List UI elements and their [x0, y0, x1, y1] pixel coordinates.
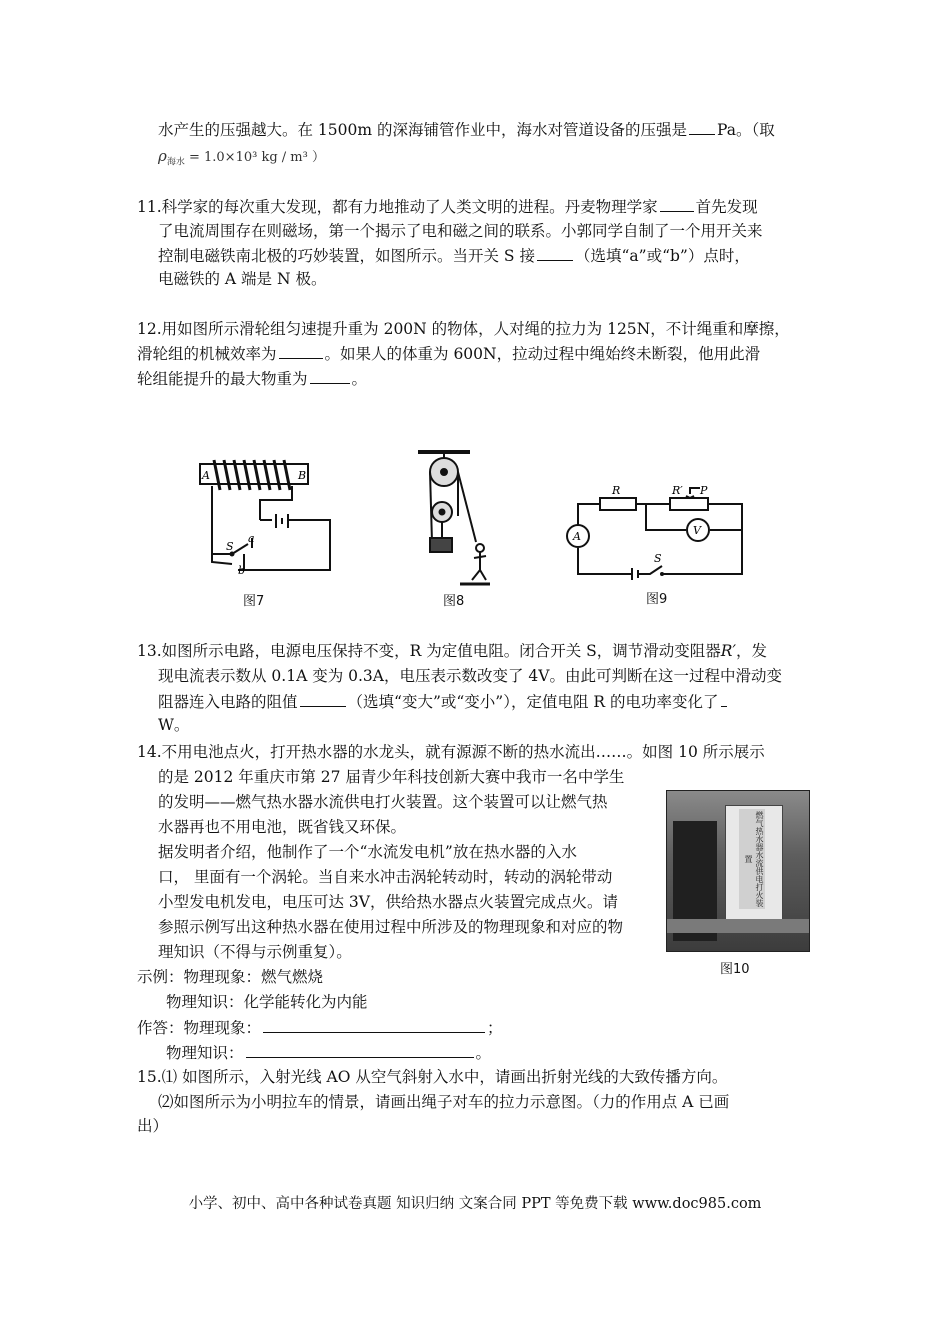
q14-example-knowledge: 物理知识：化学能转化为内能 [166, 993, 368, 1011]
figure-8-caption: 图8 [443, 594, 465, 609]
answer-blank[interactable] [279, 342, 323, 359]
switch-s-label: S [226, 540, 234, 553]
q13-line2: 现电流表示数从 0.1A 变为 0.3A，电压表示数改变了 4V。由此可判断在这一过程中滑动变 [158, 667, 782, 685]
q15-line2: ⑵如图所示为小明拉车的情景，请画出绳子对车的拉力示意图。（力的作用点 A 已画 [158, 1093, 730, 1111]
figure-9-circuit [562, 474, 758, 584]
answer-blank[interactable] [689, 118, 715, 135]
q11-line3: 控制电磁铁南北极的巧妙装置，如图所示。当开关 S 接 （选填“a”或“b”）点时， [158, 244, 750, 267]
q14-line3: 的发明——燃气热水器水流供电打火装置。这个装置可以让燃气热 [158, 793, 608, 811]
q12-line3: 轮组能提升的最大物重为 。 [137, 367, 367, 390]
contact-b-label: b [238, 564, 246, 577]
answer-blank[interactable] [660, 195, 694, 212]
ammeter-icon: A [573, 530, 581, 543]
answer-blank[interactable] [310, 367, 350, 384]
q10-line1: 水产生的压强越大。在 1500m 的深海铺管作业中，海水对管道设备的压强是 Pa。（取 [158, 118, 775, 141]
q14-answer-phenomenon: 作答：物理现象： ； [137, 1016, 503, 1039]
q14-answer-knowledge: 物理知识： 。 [166, 1041, 491, 1064]
figure-7-caption: 图7 [243, 594, 265, 609]
end-a-label: A [202, 469, 210, 482]
q14-line2: 的是 2012 年重庆市第 27 届青少年科技创新大赛中我市一名中学生 [158, 768, 625, 786]
contact-a-label: a [248, 532, 255, 545]
q14-line9: 理知识（不得与示例重复）。 [158, 943, 352, 961]
q14-line7: 小型发电机发电，电压可达 3V，供给热水器点火装置完成点火。请 [158, 893, 618, 911]
slider-p-label: P [700, 484, 708, 497]
q12-line2: 滑轮组的机械效率为 。如果人的体重为 600N，拉动过程中绳始终未断裂，他用此滑 [137, 342, 760, 365]
q14-line5: 据发明者介绍，他制作了一个“水流发电机”放在热水器的入水 [158, 843, 577, 861]
answer-blank[interactable] [246, 1041, 474, 1058]
figure-9-caption: 图9 [646, 592, 668, 607]
answer-blank[interactable] [263, 1016, 485, 1033]
figure-10-photo [666, 790, 810, 952]
q15-line3: 出） [137, 1117, 169, 1135]
rheostat-label: R′ [672, 484, 683, 497]
voltmeter-icon: V [693, 524, 701, 537]
q11-line2: 了电流周围存在则磁场，第一个揭示了电和磁之间的联系。小郭同学自制了一个用开关来 [158, 222, 763, 240]
q14-line8: 参照示例写出这种热水器在使用过程中所涉及的物理现象和对应的物 [158, 918, 624, 936]
heater-label: 燃气热水器水流供电打火装置 [739, 809, 765, 909]
q14-line6: 口， 里面有一个涡轮。当自来水冲击涡轮转动时，转动的涡轮带动 [158, 868, 613, 886]
q15-line1: 15.⑴ 如图所示，入射光线 AO 从空气斜射入水中，请画出折射光线的大致传播方向。 [137, 1068, 728, 1086]
answer-blank[interactable] [721, 690, 727, 707]
end-b-label: B [298, 469, 307, 482]
resistor-r-label: R [612, 484, 621, 497]
q14-line4: 水器再也不用电池，既省钱又环保。 [158, 818, 407, 836]
q13-line1: 13.如图所示电路，电源电压保持不变，R 为定值电阻。闭合开关 S，调节滑动变阻器R′，发 [137, 642, 768, 660]
answer-blank[interactable] [300, 690, 346, 707]
figure-7-electromagnet [192, 450, 342, 610]
density-formula: $\rho_{海水} = 1.0\times 10^3$ kg / m³ ） [158, 147, 325, 168]
figure-8-pulley [410, 446, 490, 586]
q12-line1: 12.用如图所示滑轮组匀速提升重为 200N 的物体，人对绳的拉力为 125N，不计绳重和摩擦， [137, 320, 790, 338]
answer-blank[interactable] [537, 244, 573, 261]
q11-line4: 电磁铁的 A 端是 N 极。 [158, 270, 327, 288]
q14-line1: 14.不用电池点火，打开热水器的水龙头，就有源源不断的热水流出……。如图 10 所示展示 [137, 743, 765, 761]
page-footer: 小学、初中、高中各种试卷真题 知识归纳 文案合同 PPT 等免费下载 www.doc985.com [188, 1196, 762, 1212]
q14-example-phenomenon: 示例：物理现象：燃气燃烧 [137, 968, 324, 986]
figure-10-caption: 图10 [720, 962, 750, 977]
q13-line4: W。 [158, 716, 190, 734]
switch-s-label: S [654, 552, 662, 565]
q11-line1: 11.科学家的每次重大发现，都有力地推动了人类文明的进程。丹麦物理学家 首先发现 [137, 195, 758, 218]
q13-line3: 阻器连入电路的阻值 （选填“变大”或“变小”），定值电阻 R 的电功率变化了 [158, 690, 729, 713]
